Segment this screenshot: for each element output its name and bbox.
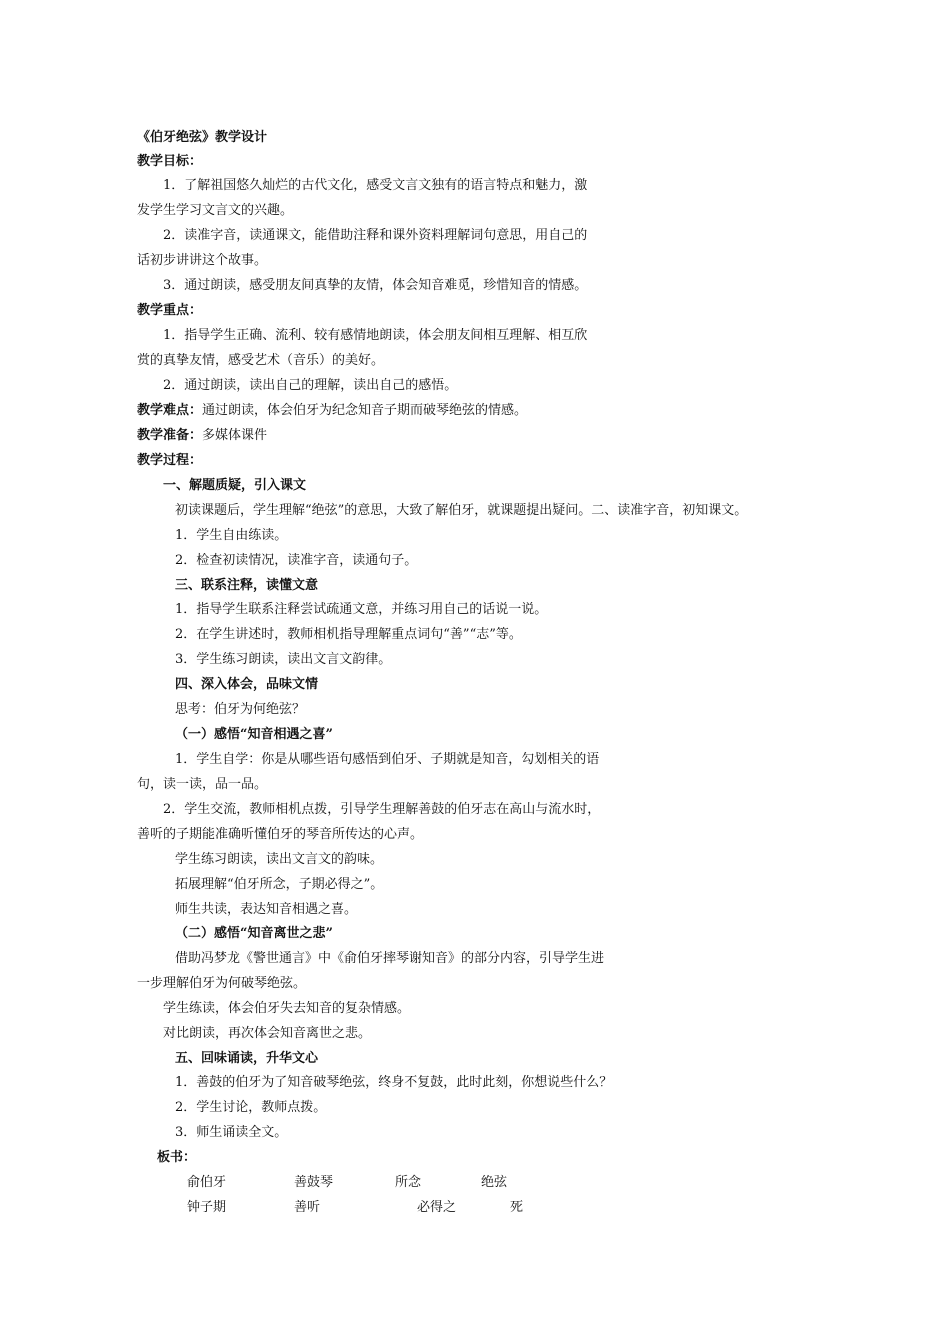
- objective-2-line-2: 话初步讲讲这个故事。: [137, 253, 268, 268]
- key-point-1-line-1: 1．指导学生正确、流利、较有感情地朗读，体会朋友间相互理解、相互欣: [163, 328, 588, 343]
- section-3-item-3: 3．学生练习朗读，读出文言文韵律。: [175, 652, 392, 667]
- board-label: 板书：: [157, 1150, 197, 1165]
- preparation-label: 教学准备：: [137, 428, 203, 443]
- section-3-heading: 三、联系注释，读懂文意: [175, 578, 319, 593]
- section-1-text: 初读课题后，学生理解“绝弦”的意思，大致了解伯牙，就课题提出疑问。二、读准字音，初知课文。: [175, 503, 748, 518]
- board-r1-c4: 绝弦: [481, 1175, 508, 1190]
- section-5-item-3: 3．师生诵读全文。: [175, 1125, 288, 1140]
- key-point-1-line-2: 赏的真挚友情，感受艺术（音乐）的美好。: [137, 353, 385, 368]
- section-3-item-2: 2．在学生讲述时，教师相机指导理解重点词句“善”“志”等。: [175, 627, 522, 642]
- document-title: 《伯牙绝弦》教学设计: [137, 130, 268, 145]
- section-4a-item-2-line-1: 2．学生交流，教师相机点拨，引导学生理解善鼓的伯牙志在高山与流水时，: [163, 802, 601, 817]
- section-4b-para-line-1: 借助冯梦龙《警世通言》中《俞伯牙摔琴谢知音》的部分内容，引导学生进: [175, 951, 605, 966]
- section-4b-para-line-2: 一步理解伯牙为何破琴绝弦。: [137, 976, 307, 991]
- section-4-heading: 四、深入体会，品味文情: [175, 677, 319, 692]
- board-r2-c1: 钟子期: [187, 1200, 227, 1215]
- section-4a-line-3: 师生共读，表达知音相遇之喜。: [175, 902, 358, 917]
- section-4a-item-2-line-2: 善听的子期能准确听懂伯牙的琴音所传达的心声。: [137, 827, 424, 842]
- objectives-label: 教学目标：: [137, 154, 203, 169]
- objective-2-line-1: 2．读准字音，读通课文，能借助注释和课外资料理解词句意思，用自己的: [163, 228, 588, 243]
- section-4-think: 思考：伯牙为何绝弦？: [175, 702, 306, 717]
- board-r2-c2: 善听: [294, 1200, 321, 1215]
- difficulty-label: 教学难点：: [137, 403, 203, 418]
- section-1-heading: 一、解题质疑，引入课文: [163, 478, 307, 493]
- objective-1-line-2: 发学生学习文言文的兴趣。: [137, 203, 294, 218]
- section-2-item-2: 2．检查初读情况，读准字音，读通句子。: [175, 553, 418, 568]
- section-5-item-1: 1．善鼓的伯牙为了知音破琴绝弦，终身不复鼓，此时此刻，你想说些什么？: [175, 1075, 613, 1090]
- objective-3: 3．通过朗读，感受朋友间真挚的友情，体会知音难觅，珍惜知音的情感。: [163, 278, 588, 293]
- section-4a-line-1: 学生练习朗读，读出文言文的韵味。: [175, 852, 384, 867]
- board-r2-c3: 必得之: [417, 1200, 457, 1215]
- section-4a-item-1-line-2: 句，读一读，品一品。: [137, 777, 268, 792]
- board-r1-c2: 善鼓琴: [294, 1175, 334, 1190]
- difficulty-text: 通过朗读，体会伯牙为纪念知音子期而破琴绝弦的情感。: [202, 403, 528, 418]
- section-5-heading: 五、回味诵读，升华文心: [175, 1051, 319, 1066]
- preparation-text: 多媒体课件: [202, 428, 268, 443]
- board-r1-c3: 所念: [395, 1175, 422, 1190]
- section-4b-line-2: 对比朗读，再次体会知音离世之悲。: [163, 1026, 372, 1041]
- section-4b-line-1: 学生练读，体会伯牙失去知音的复杂情感。: [163, 1001, 411, 1016]
- process-label: 教学过程：: [137, 453, 203, 468]
- board-r2-c4: 死: [510, 1200, 524, 1215]
- key-points-label: 教学重点：: [137, 303, 203, 318]
- section-4a-line-2: 拓展理解“伯牙所念，子期必得之”。: [175, 877, 384, 892]
- key-point-2: 2．通过朗读，读出自己的理解，读出自己的感悟。: [163, 378, 458, 393]
- section-4a-item-1-line-1: 1．学生自学：你是从哪些语句感悟到伯牙、子期就是知音，勾划相关的语: [175, 752, 600, 767]
- section-4b-heading: （二）感悟“知音离世之悲”: [175, 926, 333, 941]
- section-3-item-1: 1．指导学生联系注释尝试疏通文意，并练习用自己的话说一说。: [175, 602, 548, 617]
- section-2-item-1: 1．学生自由练读。: [175, 528, 288, 543]
- section-4a-heading: （一）感悟“知音相遇之喜”: [175, 727, 333, 742]
- section-5-item-2: 2．学生讨论，教师点拨。: [175, 1100, 327, 1115]
- board-r1-c1: 俞伯牙: [187, 1175, 227, 1190]
- difficulty-row: [137, 402, 527, 420]
- objective-1-line-1: 1．了解祖国悠久灿烂的古代文化，感受文言文独有的语言特点和魅力，激: [163, 178, 588, 193]
- preparation-row: [137, 427, 267, 445]
